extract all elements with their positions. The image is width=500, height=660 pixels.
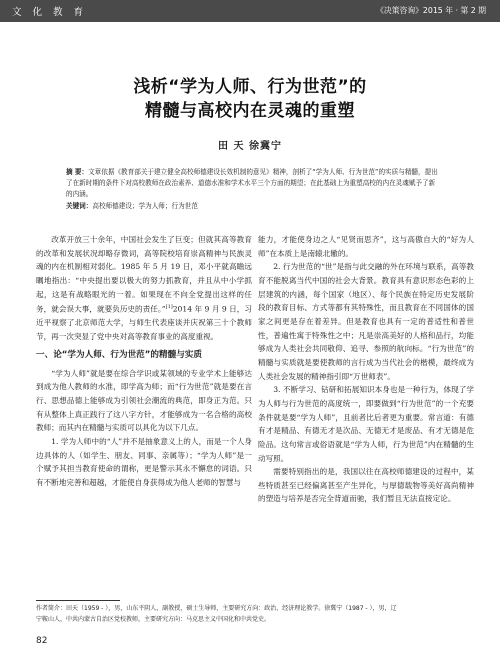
abstract-label: 摘 要：: [66, 168, 89, 176]
abstract-block: [66, 167, 438, 212]
journal-info: 《决策咨询》2015 年 · 第 2 期: [376, 6, 486, 15]
header-band: [0, 0, 500, 22]
footnote-divider: [36, 600, 120, 601]
section-heading: 一、论“学为人师、行为世范”的精髓与实质: [36, 349, 202, 360]
body-column-right: [258, 233, 474, 506]
article-title-line-1: 浅析“学为人师、行为世范”的: [133, 77, 367, 97]
authors: 田 天 徐冀宁: [218, 141, 282, 152]
keywords: [66, 201, 438, 212]
abstract-text: 文章依据《教育部关于建立健全高校师德建设长效机制的意见》精神，剖析了“学为人师、行为世范”的实质与精髓，提出了在新时期的条件下对高校教师在政治素养、道德水准和学术水平三个方面的期望；在此基础上为重塑高校的内在灵魂赋予了新的内涵。: [66, 168, 438, 199]
body-paragraph: “学为人师”就是要在综合学识或某领域的专业学术上能够达到成为他人教师的水准，即学高为师；而“行为世范”就是要在言行、思想品德上能够成为引领社会潮流的典范，即身正为范。只有从整体上真正践行了这八字方针，才能够成为一名合格的高校教师；而其内在精髓与实质可以具化为以下几点。: [36, 368, 252, 433]
body-paragraph: 1. 学为人师中的“人”并不是抽象意义上的人，而是一个人身边具体的人（如学生、朋友、同事、亲属等）；“学为人师”是一个赋予其担当教育使命的谓称，更是警示其永不懈怠的词语。只有不断地完善和超越，才能使自身获得成为他人老师的智慧与: [36, 437, 252, 488]
body-paragraph: 能力，才能使身边之人“见贤而思齐”，这与高傲自大的“好为人师”在本质上是南辕北辙的。: [258, 235, 474, 258]
section-label: 文 化 教 育: [12, 7, 88, 18]
footnote-line: 作者简介：田天（1959 - ），男，山东平阴人，副教授，硕士生导师，主要研究方向：政治、经济理论教学。徐冀宁（1987 - ），男，辽: [36, 605, 397, 612]
page-number: 82: [36, 636, 48, 646]
body-column-left: [36, 233, 252, 490]
body-paragraph: 需要特别指出的是，我国以往在高校师德建设的过程中，某些特质甚至已经偏离甚至产生异化，与厚德载物等美好高尚精神的塑造与培养是否完全背道而驰，我们暂且无法直接定论。: [258, 467, 474, 504]
body-paragraph: 2. 行为世范的“世”是指与此交融的外在环境与联系，高等教育不能脱离当代中国的社会大背景。教育具有意识形态色彩的上层建筑的内涵，每个国家（地区）、每个民族在特定历史发展阶段的教育目标、方式等都有其特殊性，而且教育在不同国体的国家之间更是存在着差异。但是教育也具有一定的普适性和普世性，普遍性寓于特殊性之中；凡是崇高美好的人格和品行，均能够成为人类社会共同敬仰、追寻、参照的航向标。“行为世范”的精髓与实质就是要使教师的言行成为当代社会的楷模，最终成为人类社会发展的精神指引即“万世师表”。: [258, 262, 474, 381]
paragraph-text-cont: 2014 年 9 月 9 日，习近平视察了北京师范大学，与师生代表座谈并庆祝第三十个教师节，再一次突显了党中央对高等教育事业的高度重视。: [36, 304, 252, 342]
body-paragraph: 3. 不断学习、钻研和拓展知识本身也是一种行为，体现了学为人师与行为世范的高度统一，即要做到“行为世范”的一个充要条件就是要“学为人师”，且前者比后者更为重要。常言道：有德有才是精品、有德无才是次品、无德无才是废品、有才无德是危险品。这句常言或俗语就是“学为人师，行为世范”内在精髓的生动写照。: [258, 385, 474, 463]
keywords-text: 高校师德建设；学为人师；行为世范: [92, 201, 198, 210]
article-title-line-2: 精髓与高校内在灵魂的重塑: [145, 101, 355, 121]
footnote-line: 宁鞍山人，中共内蒙古自治区党校教师，主要研究方向：马克思主义中国化和中共党史。: [36, 616, 271, 623]
abstract-summary: [66, 167, 438, 201]
keywords-label: 关键词：: [66, 201, 93, 210]
author-footnote: [36, 603, 476, 625]
body-paragraph: [36, 233, 252, 344]
citation-ref: [1]: [165, 304, 173, 311]
paragraph-text: 改革开放三十余年，中国社会发生了巨变；但就其高等教育的改革和发展状况却略存微词，高等院校培育崇高精神与民族灵魂的内在机制相对弱化。1985 年 5 月 19 日，邓小平就高瞻远瞩地指出：“中央提出要以极大的努力抓教育，并且从中小学抓起，这是有战略眼光的一着。如果现在不向全党提出这样的任务，就会误大事，就要负历史的责任。”: [36, 235, 252, 314]
